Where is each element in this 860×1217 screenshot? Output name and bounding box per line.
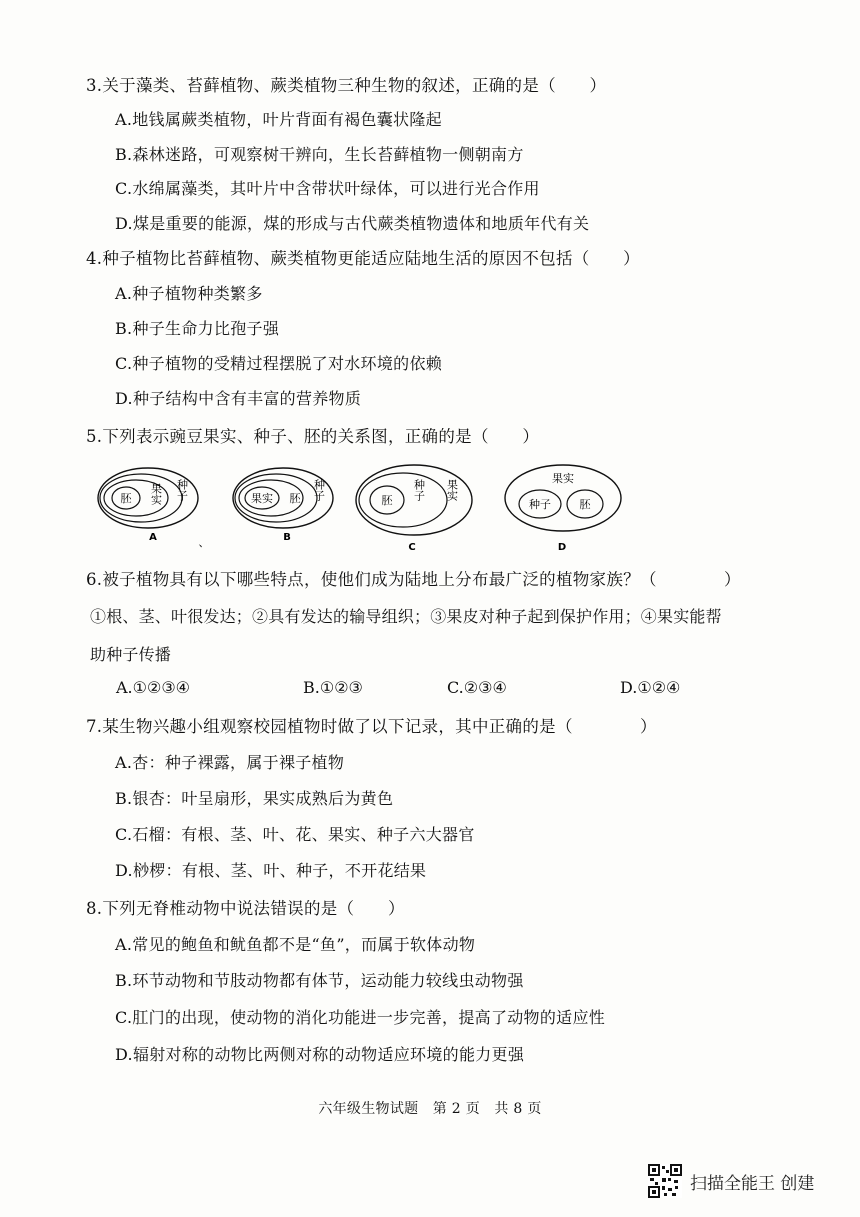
diagram-c-outer: 果实 bbox=[445, 479, 459, 501]
question-8-stem: 8.下列无脊椎动物中说法错误的是（ ） bbox=[86, 899, 405, 918]
page-footer: 六年级生物试题 第 2 页 共 8 页 bbox=[318, 1101, 542, 1117]
question-4-option-d: D.种子结构中含有丰富的营养物质 bbox=[115, 389, 362, 408]
question-8-option-b: B.环节动物和节肢动物都有体节，运动能力较线虫动物强 bbox=[115, 971, 524, 990]
relationship-diagrams bbox=[96, 462, 656, 557]
question-7-option-c: C.石榴：有根、茎、叶、花、果实、种子六大器官 bbox=[115, 825, 475, 844]
diagram-a-label: A bbox=[149, 532, 157, 543]
question-7-stem: 7.某生物兴趣小组观察校园植物时做了以下记录，其中正确的是（ ） bbox=[86, 717, 657, 736]
question-3-stem: 3.关于藻类、苔藓植物、蕨类植物三种生物的叙述，正确的是（ ） bbox=[86, 76, 607, 95]
diagram-b-inner: 果实 bbox=[251, 492, 273, 505]
question-3-option-a: A.地钱属蕨类植物，叶片背面有褐色囊状隆起 bbox=[115, 110, 442, 129]
question-6-option-b: B.①②③ bbox=[303, 678, 363, 697]
diagram-separator: 、 bbox=[198, 536, 210, 549]
question-8-option-a: A.常见的鲍鱼和鱿鱼都不是“鱼”，而属于软体动物 bbox=[115, 935, 476, 954]
diagram-a-outer: 种子 bbox=[175, 479, 189, 501]
question-6-desc-line1: ①根、茎、叶很发达；②具有发达的输导组织；③果皮对种子起到保护作用；④果实能帮 bbox=[90, 607, 722, 626]
diagram-a-middle: 果实 bbox=[149, 483, 163, 505]
question-4-stem: 4.种子植物比苔藓植物、蕨类植物更能适应陆地生活的原因不包括（ ） bbox=[86, 249, 640, 268]
watermark-text: 扫描全能王 创建 bbox=[690, 1173, 815, 1194]
question-4-option-a: A.种子植物种类繁多 bbox=[115, 284, 263, 303]
diagram-a-inner: 胚 bbox=[120, 492, 132, 505]
question-4-option-b: B.种子生命力比孢子强 bbox=[115, 319, 280, 338]
question-5-stem: 5.下列表示豌豆果实、种子、胚的关系图，正确的是（ ） bbox=[86, 427, 540, 446]
diagram-b-outer: 种子 bbox=[312, 479, 326, 501]
question-6-option-d: D.①②④ bbox=[620, 678, 681, 697]
question-7-option-d: D.桫椤：有根、茎、叶、种子，不开花结果 bbox=[115, 861, 427, 880]
question-3-option-d: D.煤是重要的能源，煤的形成与古代蕨类植物遗体和地质年代有关 bbox=[115, 214, 590, 233]
question-6-stem: 6.被子植物具有以下哪些特点，使他们成为陆地上分布最广泛的植物家族？（ ） bbox=[86, 570, 741, 589]
question-6-desc-line2: 助种子传播 bbox=[90, 645, 172, 664]
diagram-c-inner: 胚 bbox=[381, 494, 393, 507]
diagram-d bbox=[505, 465, 621, 553]
diagram-d-right: 胚 bbox=[579, 498, 591, 511]
scanner-watermark bbox=[648, 1164, 814, 1198]
diagram-d-label: D bbox=[557, 542, 567, 553]
diagram-c bbox=[356, 465, 472, 553]
diagram-b-middle: 胚 bbox=[289, 492, 301, 505]
diagram-c-middle: 种子 bbox=[412, 479, 426, 501]
question-4-option-c: C.种子植物的受精过程摆脱了对水环境的依赖 bbox=[115, 354, 443, 373]
question-7-option-b: B.银杏：叶呈扇形，果实成熟后为黄色 bbox=[115, 789, 394, 808]
diagram-d-left: 种子 bbox=[529, 498, 551, 511]
diagram-d-outer: 果实 bbox=[552, 472, 574, 485]
diagram-c-label: C bbox=[408, 542, 416, 553]
question-3-option-b: B.森林迷路，可观察树干辨向，生长苔藓植物一侧朝南方 bbox=[115, 145, 524, 164]
diagram-b-label: B bbox=[283, 532, 291, 543]
question-6-option-a: A.①②③④ bbox=[116, 678, 191, 697]
question-8-option-c: C.肛门的出现，使动物的消化功能进一步完善，提高了动物的适应性 bbox=[115, 1008, 606, 1027]
question-6-option-c: C.②③④ bbox=[447, 678, 507, 697]
question-8-option-d: D.辐射对称的动物比两侧对称的动物适应环境的能力更强 bbox=[115, 1045, 525, 1064]
question-3-option-c: C.水绵属藻类，其叶片中含带状叶绿体，可以进行光合作用 bbox=[115, 179, 540, 198]
diagram-b bbox=[233, 468, 333, 543]
question-7-option-a: A.杏：种子裸露，属于裸子植物 bbox=[115, 753, 345, 772]
qr-code-icon bbox=[648, 1164, 682, 1198]
diagram-a bbox=[98, 468, 210, 549]
